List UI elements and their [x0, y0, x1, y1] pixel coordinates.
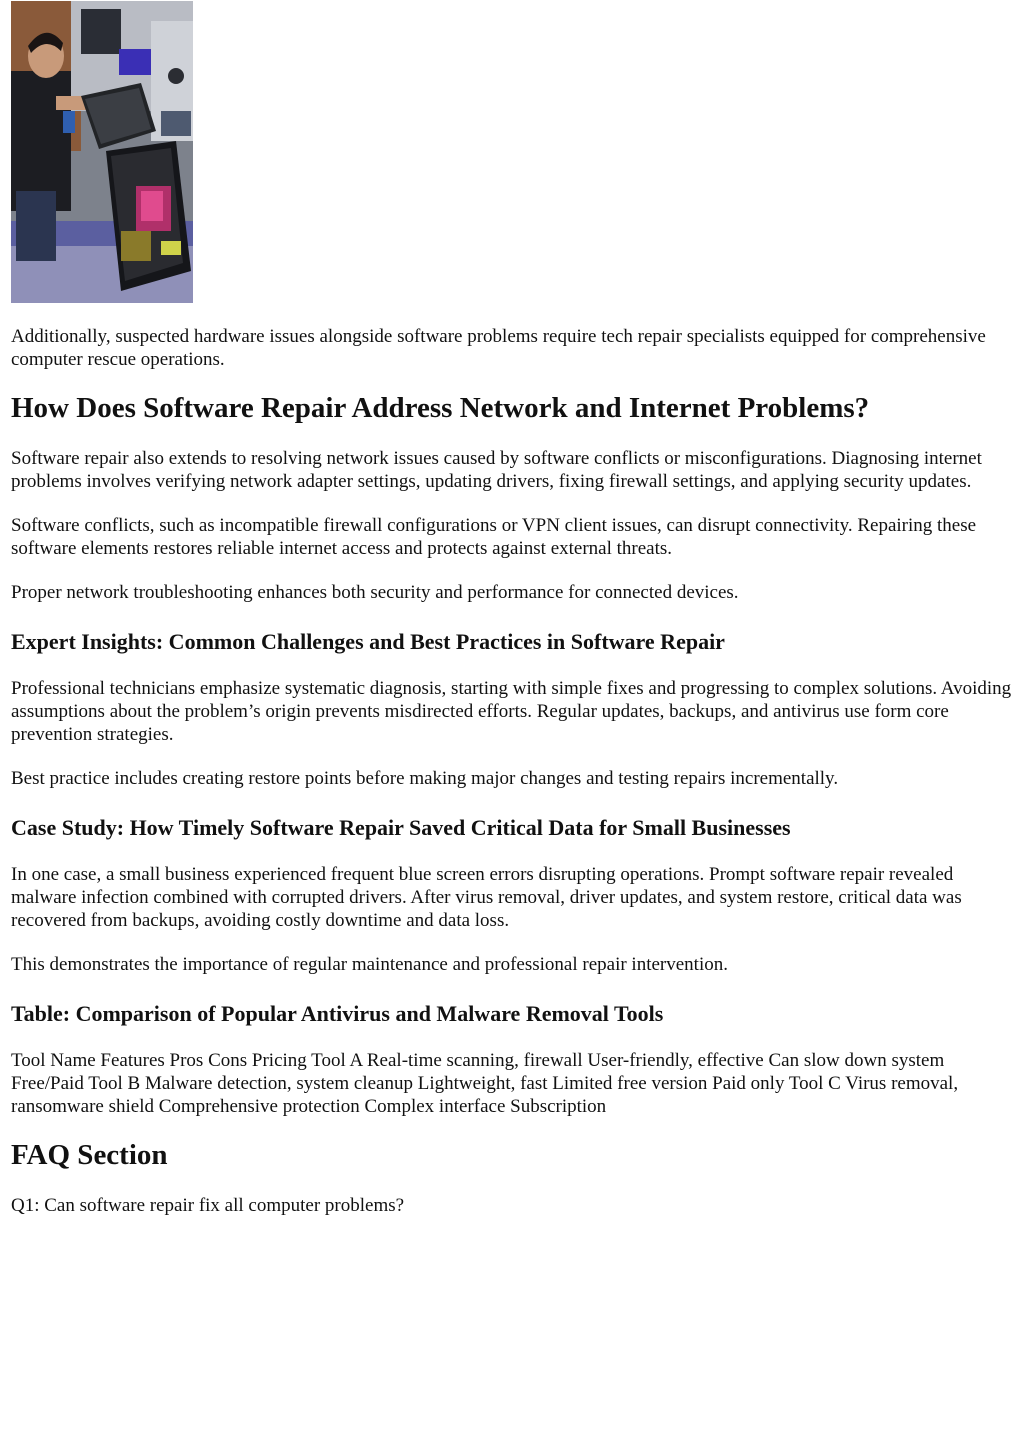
technician-photo — [11, 1, 193, 303]
faq-question-1: Q1: Can software repair fix all computer problems? — [11, 1195, 405, 1216]
heading-faq: FAQ Section — [11, 1139, 168, 1171]
heading-case-study: Case Study: How Timely Software Repair Saved Critical Data for Small Businesses — [11, 815, 791, 840]
network-paragraph-1: Software repair also extends to resolving network issues caused by software conflicts or misconfigurations. Diagnosing internet problems involves verifying network adapter settings, updating drivers, fixing firewall settings, and applying security updates. — [11, 448, 982, 492]
photo-illustration — [11, 1, 193, 303]
comparison-table-text: Tool Name Features Pros Cons Pricing Tool A Real-time scanning, firewall User-friendly, effective Can slow down system Free/Paid Tool B Malware detection, system cleanup Lightweight, fast Limited free version Paid only Tool C Virus removal, ransomware shield Comprehensive protection Complex interface Subscription — [11, 1050, 959, 1117]
expert-paragraph-2: Best practice includes creating restore points before making major changes and testing repairs incrementally. — [11, 768, 839, 789]
network-paragraph-3: Proper network troubleshooting enhances both security and performance for connected devices. — [11, 582, 739, 603]
case-paragraph-1: In one case, a small business experienced frequent blue screen errors disrupting operations. Prompt software repair revealed malware infection combined with corrupted drivers. After virus removal, driver updates, and system restore, critical data was recovered from backups, avoiding costly downtime and data loss. — [11, 864, 962, 931]
heading-expert-insights: Expert Insights: Common Challenges and Best Practices in Software Repair — [11, 629, 725, 654]
expert-paragraph-1: Professional technicians emphasize systematic diagnosis, starting with simple fixes and progressing to complex solutions. Avoiding assumptions about the problem’s origin prevents misdirected efforts. Regular updates, backups, and antivirus use form core prevention strategies. — [11, 678, 1012, 745]
heading-comparison-table: Table: Comparison of Popular Antivirus and Malware Removal Tools — [11, 1001, 664, 1026]
intro-paragraph: Additionally, suspected hardware issues alongside software problems require tech repair specialists equipped for comprehensive computer rescue operations. — [11, 326, 986, 370]
case-paragraph-2: This demonstrates the importance of regular maintenance and professional repair intervention. — [11, 954, 728, 975]
heading-network-problems: How Does Software Repair Address Network and Internet Problems? — [11, 392, 870, 424]
network-paragraph-2: Software conflicts, such as incompatible firewall configurations or VPN client issues, can disrupt connectivity. Repairing these software elements restores reliable internet access and protects against external threats. — [11, 515, 977, 559]
article — [11, 0, 1015, 1217]
